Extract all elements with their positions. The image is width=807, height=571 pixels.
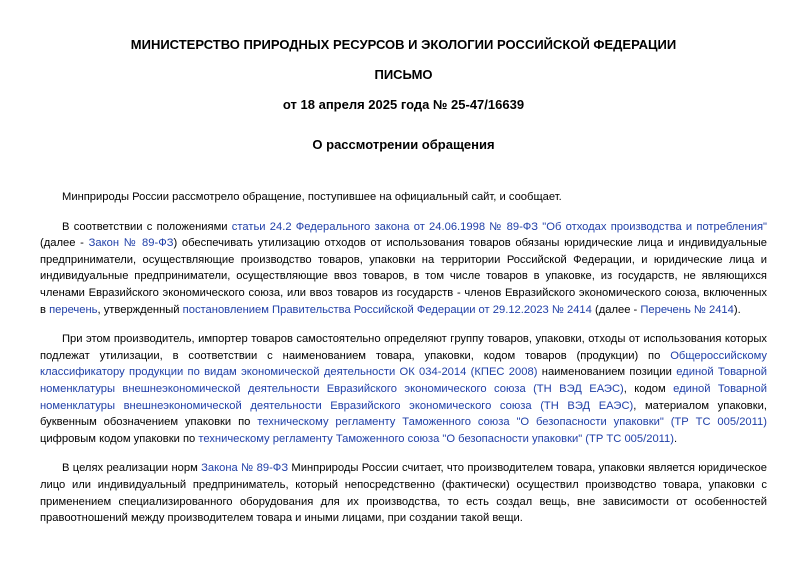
document-subject: О рассмотрении обращения [312, 137, 495, 152]
paragraph-2-text-2: (далее - [40, 237, 89, 250]
paragraph-3 [40, 331, 767, 447]
paragraph-4 [40, 460, 767, 526]
paragraph-3-text-1: При этом производитель, импортер товаров самостоятельно определяют группу товаров, упаковки, отходы от использования которых подлежат утилизации, в соответствии с наименованием товара, упаковки, кодом товаров (продукции) по [40, 333, 767, 362]
paragraph-2-text-3: ) обеспечивать утилизацию отходов от использования товаров обязаны юридические лица и индивидуальные предприниматели, осуществляющие производство товаров, упаковки на территории Российской Федерации, и юридические лица и индивидуальные предприниматели, осуществляющие ввоз товаров, в том числе товаров в упаковке, из государств, не являющихся членами Евразийского экономического союза, или ввоз товаров из государств - членов Евразийского экономического союза, включенных в [40, 237, 767, 316]
ministry-title: МИНИСТЕРСТВО ПРИРОДНЫХ РЕСУРСОВ И ЭКОЛОГИИ РОССИЙСКОЙ ФЕДЕРАЦИИ [130, 37, 677, 52]
paragraph-3-text-6: . [674, 432, 678, 445]
paragraph-3-text-3: , кодом [623, 382, 674, 395]
paragraph-3-text-4: , материалом упаковки, буквенным обозначением упаковки по [40, 399, 767, 429]
paragraph-2-text-6: ). [733, 303, 741, 316]
paragraph-4-text-1: В целях реализации норм [62, 462, 202, 475]
link-perechen[interactable]: перечень [49, 303, 98, 316]
paragraph-3-text-2: наименованием позиции [537, 366, 677, 379]
link-tr-ts-005-2011-2[interactable]: техническому регламенту Таможенного союза "О безопасности упаковки" (ТР ТС 005/2011) [198, 432, 675, 445]
paragraph-2 [40, 219, 767, 319]
paragraph-1-text: Минприроды России рассмотрело обращение, поступившее на официальный сайт, и сообщает. [62, 191, 562, 203]
paragraph-2-text-4: , утвержденный [97, 303, 183, 316]
paragraph-1 [40, 189, 767, 206]
link-tn-ved-eaeu-1[interactable]: единой Товарной номенклатуры внешнеэкономической деятельности Евразийского экономического союза (ТН ВЭД ЕАЭС) [40, 366, 768, 395]
paragraph-4-text-2: Минприроды России считает, что производителем товара, упаковки является юридическое лицо или индивидуальный предприниматель, который непосредственно (фактически) осуществил производство товара, упаковки с применением специализированного оборудования для их производства, то есть создал вещь, вне зависимости от особенностей правоотношений между производителем товара и иными лицами, при создании такой вещи. [40, 462, 767, 525]
link-tr-ts-005-2011-1[interactable]: техническому регламенту Таможенного союза "О безопасности упаковки" (ТР ТС 005/2011) [257, 416, 767, 429]
link-law-89-fz-article-24-2[interactable]: статьи 24.2 Федерального закона от 24.06.1998 № 89-ФЗ "Об отходах производства и потребления" [231, 220, 767, 233]
paragraph-3-text-5: цифровым кодом упаковки по [40, 432, 199, 445]
link-tn-ved-eaeu-2[interactable]: единой Товарной номенклатуры внешнеэкономической деятельности Евразийского экономического союза (ТН ВЭД ЕАЭС) [40, 382, 768, 412]
paragraph-2-text-1: В соответствии с положениями [62, 220, 232, 233]
link-perechen-2414[interactable]: Перечень № 2414 [640, 303, 734, 316]
link-law-89-fz-norms[interactable]: Закона № 89-ФЗ [201, 462, 289, 475]
paragraph-2-text-5: (далее - [591, 303, 641, 316]
link-law-89-fz[interactable]: Закон № 89-ФЗ [88, 237, 174, 250]
link-okpd-classifier[interactable]: Общероссийскому классификатору продукции по видам экономической деятельности ОК 034-2014 (КПЕС 2008) [40, 349, 767, 379]
document-type: ПИСЬМО [374, 67, 433, 82]
link-government-resolution-2414[interactable]: постановлением Правительства Российской Федерации от 29.12.2023 № 2414 [182, 303, 592, 316]
document-date-number: от 18 апреля 2025 года № 25-47/16639 [282, 97, 525, 112]
